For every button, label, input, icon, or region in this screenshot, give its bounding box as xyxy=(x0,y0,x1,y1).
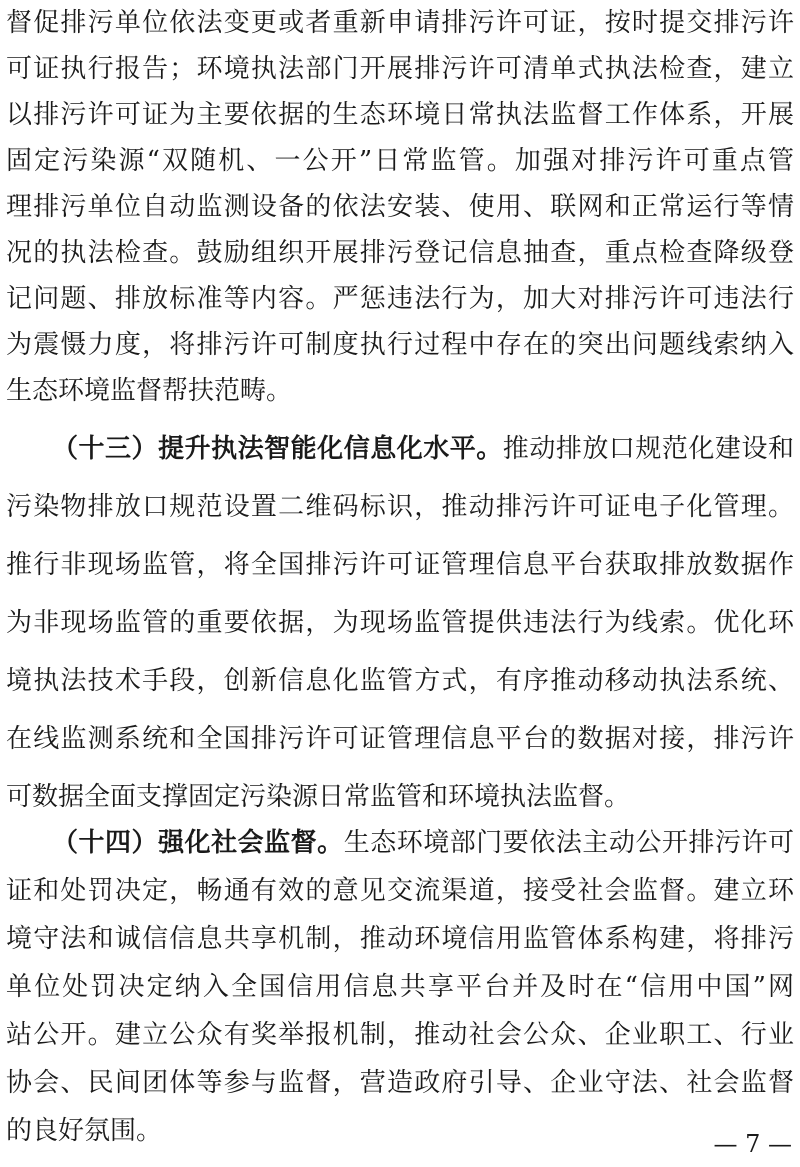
paragraph-line: 为非现场监管的重要依据，为现场监管提供违法行为线索。优化环 xyxy=(6,608,794,638)
paragraph-line: 生态环境监督帮扶范畴。 xyxy=(6,376,293,406)
paragraph-line: 理排污单位自动监测设备的依法安装、使用、联网和正常运行等情 xyxy=(6,192,794,222)
paragraph-line: 境执法技术手段，创新信息化监管方式，有序推动移动执法系统、 xyxy=(6,666,794,696)
paragraph-line: 的良好氛围。 xyxy=(6,1116,163,1146)
section-13-first-line-text: 推动排放口规范化建设和 xyxy=(502,434,794,464)
paragraph-line: 可数据全面支撑固定污染源日常监管和环境执法监督。 xyxy=(6,782,631,812)
paragraph-line: 固定污染源“双随机、一公开”日常监管。加强对排污许可重点管 xyxy=(6,146,794,176)
paragraph-line: 推行非现场监管，将全国排污许可证管理信息平台获取排放数据作 xyxy=(6,550,794,580)
paragraph-line: 督促排污单位依法变更或者重新申请排污许可证，按时提交排污许 xyxy=(6,8,794,38)
page-number: — 7 — xyxy=(713,1130,792,1158)
paragraph-line: 证和处罚决定，畅通有效的意见交流渠道，接受社会监督。建立环 xyxy=(6,876,794,906)
paragraph-line: 以排污许可证为主要依据的生态环境日常执法监督工作体系，开展 xyxy=(6,100,794,130)
section-13-first-line xyxy=(6,426,794,472)
paragraph-line: 单位处罚决定纳入全国信用信息共享平台并及时在“信用中国”网 xyxy=(6,972,794,1002)
paragraph-line: 站公开。建立公众有奖举报机制，推动社会公众、企业职工、行业 xyxy=(6,1020,794,1050)
section-13-heading: （十三）提升执法智能化信息化水平。 xyxy=(52,434,503,464)
paragraph-line: 污染物排放口规范设置二维码标识，推动排污许可证电子化管理。 xyxy=(6,492,794,522)
paragraph-line: 境守法和诚信信息共享机制，推动环境信用监管体系构建，将排污 xyxy=(6,924,794,954)
section-14-first-line xyxy=(6,820,794,866)
paragraph-line: 可证执行报告；环境执法部门开展排污许可清单式执法检查，建立 xyxy=(6,54,794,84)
paragraph-line: 协会、民间团体等参与监督，营造政府引导、企业守法、社会监督 xyxy=(6,1068,794,1098)
paragraph-line: 况的执法检查。鼓励组织开展排污登记信息抽查，重点检查降级登 xyxy=(6,238,794,268)
paragraph-line: 在线监测系统和全国排污许可证管理信息平台的数据对接，排污许 xyxy=(6,724,794,754)
section-14-first-line-text: 生态环境部门要依法主动公开排污许可 xyxy=(343,828,794,858)
paragraph-line: 记问题、排放标准等内容。严惩违法行为，加大对排污许可违法行 xyxy=(6,284,794,314)
section-14-heading: （十四）强化社会监督。 xyxy=(52,828,344,858)
paragraph-line: 为震慑力度，将排污许可制度执行过程中存在的突出问题线索纳入 xyxy=(6,330,794,360)
